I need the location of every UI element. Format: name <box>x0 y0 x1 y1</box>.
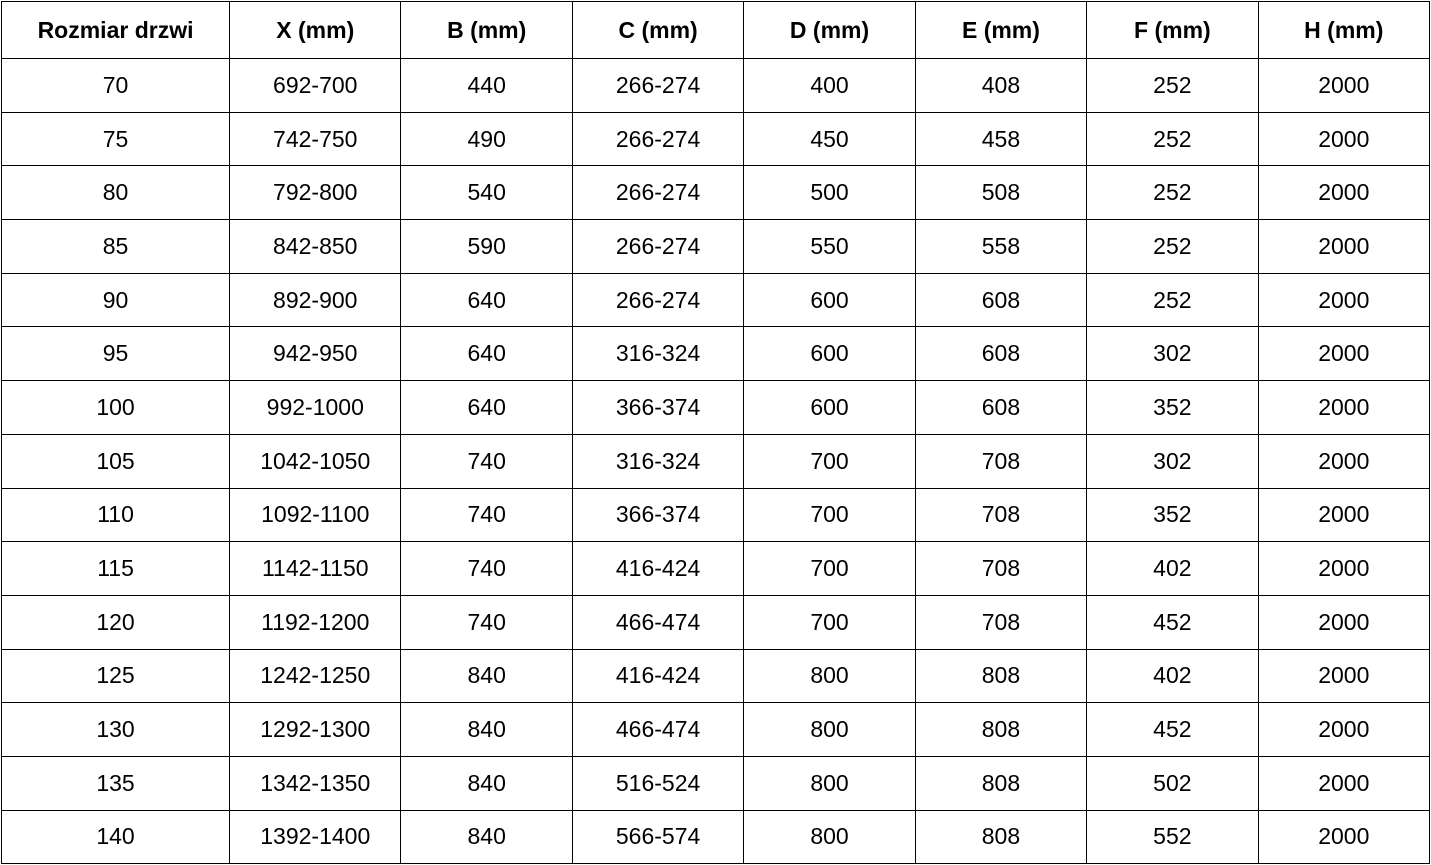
table-cell: 840 <box>401 756 572 810</box>
table-cell: 1142-1150 <box>230 542 401 596</box>
table-cell: 808 <box>915 703 1086 757</box>
table-cell: 608 <box>915 381 1086 435</box>
table-cell: 252 <box>1087 59 1258 113</box>
table-cell: 800 <box>744 703 915 757</box>
table-row <box>2 327 1430 381</box>
table-cell: 90 <box>2 273 230 327</box>
column-header-0: Rozmiar drzwi <box>2 2 230 59</box>
table-cell: 80 <box>2 166 230 220</box>
table-row <box>2 488 1430 542</box>
table-cell: 130 <box>2 703 230 757</box>
table-cell: 808 <box>915 649 1086 703</box>
table-cell: 800 <box>744 756 915 810</box>
table-cell: 266-274 <box>572 59 743 113</box>
table-cell: 566-574 <box>572 810 743 864</box>
table-cell: 252 <box>1087 166 1258 220</box>
table-cell: 640 <box>401 327 572 381</box>
table-cell: 808 <box>915 810 1086 864</box>
table-cell: 120 <box>2 595 230 649</box>
table-cell: 366-374 <box>572 488 743 542</box>
table-cell: 352 <box>1087 381 1258 435</box>
table-cell: 1242-1250 <box>230 649 401 703</box>
table-cell: 440 <box>401 59 572 113</box>
table-cell: 840 <box>401 649 572 703</box>
table-cell: 416-424 <box>572 649 743 703</box>
table-cell: 75 <box>2 112 230 166</box>
table-cell: 466-474 <box>572 595 743 649</box>
table-body <box>2 59 1430 864</box>
column-header-4: D (mm) <box>744 2 915 59</box>
table-cell: 700 <box>744 434 915 488</box>
table-cell: 466-474 <box>572 703 743 757</box>
table-cell: 105 <box>2 434 230 488</box>
table-cell: 552 <box>1087 810 1258 864</box>
table-cell: 115 <box>2 542 230 596</box>
table-row <box>2 273 1430 327</box>
table-cell: 508 <box>915 166 1086 220</box>
table-cell: 2000 <box>1258 756 1429 810</box>
table-cell: 2000 <box>1258 649 1429 703</box>
table-cell: 2000 <box>1258 273 1429 327</box>
table-cell: 266-274 <box>572 273 743 327</box>
table-cell: 500 <box>744 166 915 220</box>
column-header-7: H (mm) <box>1258 2 1429 59</box>
table-cell: 408 <box>915 59 1086 113</box>
table-cell: 316-324 <box>572 434 743 488</box>
table-cell: 708 <box>915 595 1086 649</box>
table-cell: 1192-1200 <box>230 595 401 649</box>
table-cell: 2000 <box>1258 488 1429 542</box>
table-cell: 842-850 <box>230 220 401 274</box>
table-row <box>2 166 1430 220</box>
table-cell: 740 <box>401 595 572 649</box>
table-cell: 266-274 <box>572 220 743 274</box>
column-header-1: X (mm) <box>230 2 401 59</box>
table-row <box>2 220 1430 274</box>
table-cell: 708 <box>915 434 1086 488</box>
table-cell: 2000 <box>1258 59 1429 113</box>
table-cell: 70 <box>2 59 230 113</box>
table-cell: 2000 <box>1258 112 1429 166</box>
table-cell: 792-800 <box>230 166 401 220</box>
table-cell: 2000 <box>1258 166 1429 220</box>
table-cell: 608 <box>915 273 1086 327</box>
table-cell: 800 <box>744 649 915 703</box>
table-cell: 1292-1300 <box>230 703 401 757</box>
table-cell: 942-950 <box>230 327 401 381</box>
table-cell: 692-700 <box>230 59 401 113</box>
table-cell: 450 <box>744 112 915 166</box>
table-cell: 366-374 <box>572 381 743 435</box>
table-cell: 400 <box>744 59 915 113</box>
table-cell: 402 <box>1087 542 1258 596</box>
table-cell: 100 <box>2 381 230 435</box>
table-cell: 2000 <box>1258 381 1429 435</box>
column-header-3: C (mm) <box>572 2 743 59</box>
table-cell: 95 <box>2 327 230 381</box>
table-cell: 740 <box>401 488 572 542</box>
table-head <box>2 2 1430 59</box>
table-row <box>2 381 1430 435</box>
table-cell: 516-524 <box>572 756 743 810</box>
table-cell: 540 <box>401 166 572 220</box>
table-cell: 252 <box>1087 220 1258 274</box>
column-header-2: B (mm) <box>401 2 572 59</box>
table-cell: 316-324 <box>572 327 743 381</box>
table-cell: 252 <box>1087 273 1258 327</box>
table-cell: 992-1000 <box>230 381 401 435</box>
table-cell: 740 <box>401 434 572 488</box>
table-cell: 700 <box>744 542 915 596</box>
table-cell: 302 <box>1087 327 1258 381</box>
table-cell: 742-750 <box>230 112 401 166</box>
table-cell: 452 <box>1087 703 1258 757</box>
table-cell: 550 <box>744 220 915 274</box>
table-cell: 2000 <box>1258 327 1429 381</box>
table-row <box>2 542 1430 596</box>
table-cell: 458 <box>915 112 1086 166</box>
header-row <box>2 2 1430 59</box>
table-row <box>2 649 1430 703</box>
table-cell: 892-900 <box>230 273 401 327</box>
table-row <box>2 756 1430 810</box>
table-cell: 135 <box>2 756 230 810</box>
door-sizes-table <box>1 1 1430 864</box>
table-cell: 740 <box>401 542 572 596</box>
table-cell: 502 <box>1087 756 1258 810</box>
table-cell: 85 <box>2 220 230 274</box>
table-cell: 640 <box>401 273 572 327</box>
table-cell: 416-424 <box>572 542 743 596</box>
table-cell: 266-274 <box>572 112 743 166</box>
table-cell: 1342-1350 <box>230 756 401 810</box>
table-cell: 490 <box>401 112 572 166</box>
table-cell: 1392-1400 <box>230 810 401 864</box>
table-cell: 708 <box>915 542 1086 596</box>
table-cell: 590 <box>401 220 572 274</box>
table-cell: 452 <box>1087 595 1258 649</box>
table-cell: 352 <box>1087 488 1258 542</box>
table-cell: 708 <box>915 488 1086 542</box>
table-cell: 840 <box>401 703 572 757</box>
table-row <box>2 595 1430 649</box>
table-cell: 600 <box>744 273 915 327</box>
table-row <box>2 59 1430 113</box>
table-cell: 2000 <box>1258 220 1429 274</box>
table-cell: 2000 <box>1258 434 1429 488</box>
table-cell: 1092-1100 <box>230 488 401 542</box>
table-cell: 700 <box>744 488 915 542</box>
table-cell: 252 <box>1087 112 1258 166</box>
table-cell: 808 <box>915 756 1086 810</box>
table-row <box>2 703 1430 757</box>
table-cell: 402 <box>1087 649 1258 703</box>
table-row <box>2 112 1430 166</box>
table-cell: 600 <box>744 327 915 381</box>
table-cell: 558 <box>915 220 1086 274</box>
table-cell: 2000 <box>1258 542 1429 596</box>
column-header-6: F (mm) <box>1087 2 1258 59</box>
table-cell: 640 <box>401 381 572 435</box>
table-cell: 800 <box>744 810 915 864</box>
table-cell: 110 <box>2 488 230 542</box>
table-cell: 840 <box>401 810 572 864</box>
table-cell: 125 <box>2 649 230 703</box>
column-header-5: E (mm) <box>915 2 1086 59</box>
table-cell: 2000 <box>1258 810 1429 864</box>
table-cell: 2000 <box>1258 595 1429 649</box>
table-cell: 140 <box>2 810 230 864</box>
table-cell: 600 <box>744 381 915 435</box>
table-cell: 266-274 <box>572 166 743 220</box>
table-cell: 2000 <box>1258 703 1429 757</box>
table-cell: 302 <box>1087 434 1258 488</box>
table-row <box>2 434 1430 488</box>
table-cell: 608 <box>915 327 1086 381</box>
table-cell: 700 <box>744 595 915 649</box>
table-row <box>2 810 1430 864</box>
table-cell: 1042-1050 <box>230 434 401 488</box>
